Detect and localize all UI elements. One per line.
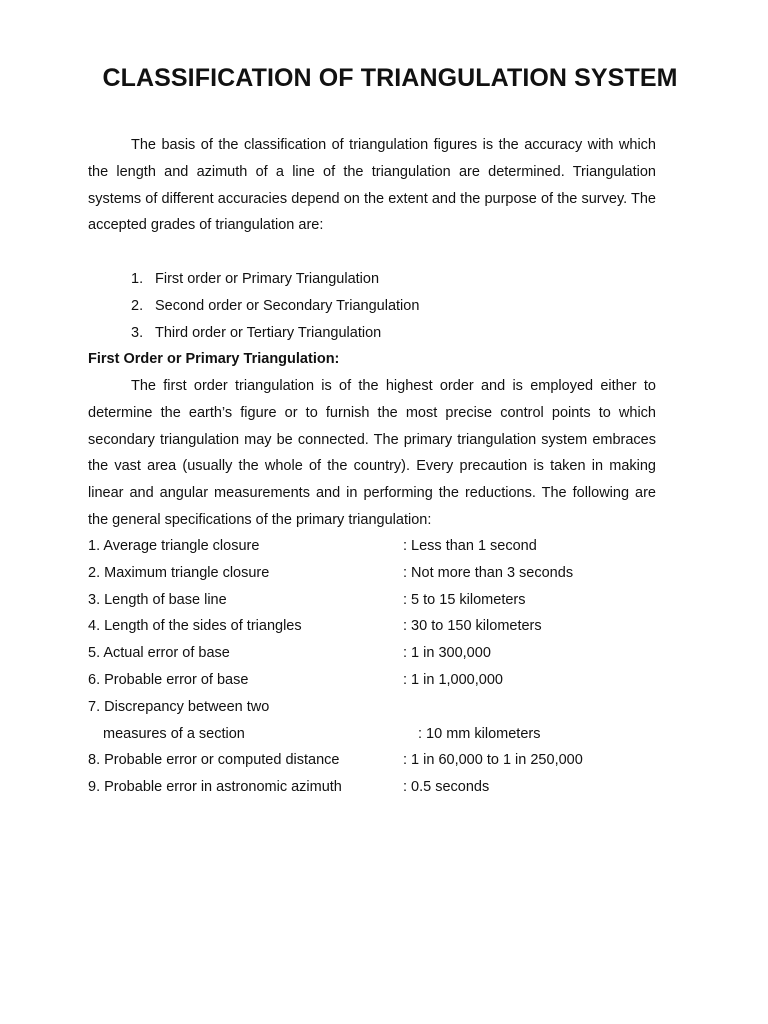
spec-label: 5. Actual error of base (88, 645, 230, 662)
list-item-text: Second order or Secondary Triangulation (155, 297, 420, 314)
spec-value: : 0.5 seconds (403, 779, 490, 796)
table-row (88, 667, 656, 694)
list-item-number: 3. (131, 324, 144, 341)
spec-value: : Less than 1 second (403, 538, 537, 554)
spec-label: 8. Probable error or computed distance (88, 752, 340, 769)
spec-label: 7. Discrepancy between two (88, 698, 270, 715)
spec-label: 9. Probable error in astronomic azimuth (88, 779, 342, 796)
spec-label: 6. Probable error of base (88, 671, 249, 688)
spec-value: : 5 to 15 kilometers (403, 591, 526, 608)
grades-list (131, 266, 419, 346)
list-item-text: First order or Primary Triangulation (155, 271, 380, 287)
spec-label: 1. Average triangle closure (88, 538, 260, 554)
page-title: CLASSIFICATION OF TRIANGULATION SYSTEM (102, 64, 678, 92)
table-row (88, 721, 656, 748)
intro-paragraph: The basis of the classification of triangulation figures is the accuracy with which the length and azimuth of a line of the triangulation are determined. Triangulation systems of different accuracies depend on the extent and the purpose of the survey. The accepted grades of triangulation are: (88, 137, 656, 234)
table-row (88, 747, 656, 774)
spec-value: : 1 in 60,000 to 1 in 250,000 (403, 752, 583, 769)
list-item-number: 1. (131, 271, 144, 287)
section-paragraph: The first order triangulation is of the highest order and is employed either to determine the earth’s figure or to furnish the most precise control points to which secondary triangulation may be connected. The primary triangulation system embraces the vast area (usually the whole of the country). Every precaution is taken in making linear and angular measurements and in performing the reductions. The following are the general specifications of the primary triangulation: (88, 378, 656, 528)
section-heading: First Order or Primary Triangulation: (88, 351, 340, 367)
table-row (88, 640, 656, 667)
spec-value: : 1 in 1,000,000 (403, 671, 503, 688)
list-item-text: Third order or Tertiary Triangulation (155, 324, 382, 341)
spec-label: measures of a section (103, 725, 245, 742)
spec-value: : Not more than 3 seconds (403, 564, 574, 581)
spec-label: 2. Maximum triangle closure (88, 564, 270, 581)
spec-value: : 10 mm kilometers (418, 725, 541, 742)
list-item (131, 293, 419, 320)
spec-label: 4. Length of the sides of triangles (88, 618, 302, 635)
table-row (88, 560, 656, 587)
intro-section (88, 132, 656, 239)
specifications-table (88, 533, 656, 801)
table-row (88, 613, 656, 640)
table-row (88, 774, 656, 801)
primary-section (88, 373, 656, 534)
table-row (88, 533, 656, 560)
table-row (88, 694, 656, 721)
list-item-number: 2. (131, 297, 144, 314)
spec-value: : 1 in 300,000 (403, 645, 491, 662)
list-item (131, 320, 419, 347)
list-item (131, 266, 419, 293)
table-row (88, 587, 656, 614)
spec-value: : 30 to 150 kilometers (403, 618, 542, 635)
spec-label: 3. Length of base line (88, 591, 227, 608)
